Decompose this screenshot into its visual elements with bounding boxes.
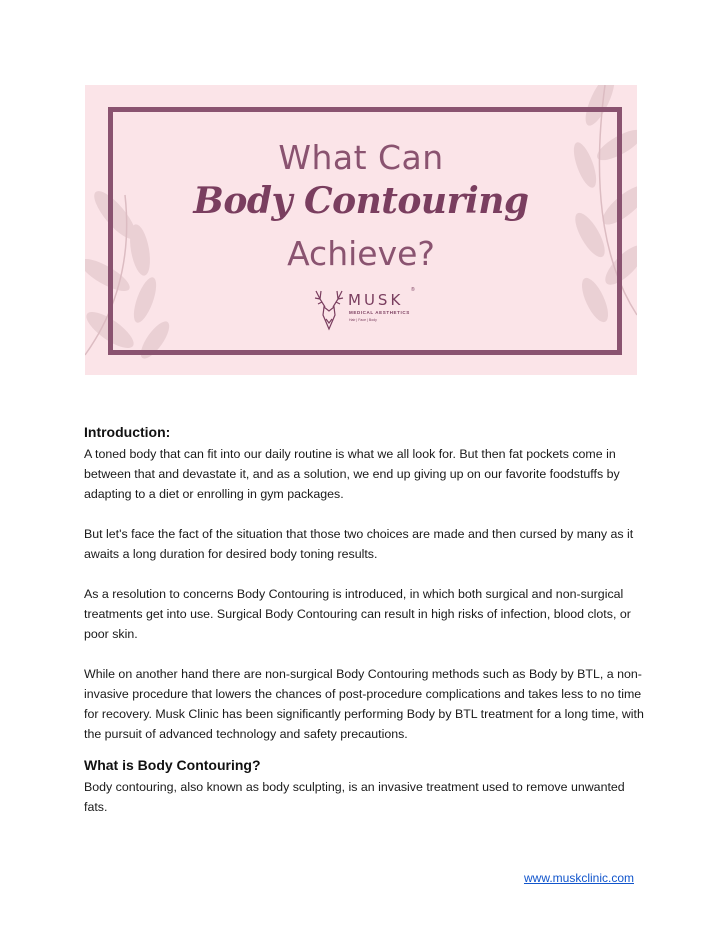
- hero-banner: [85, 85, 637, 375]
- what-is-heading: What is Body Contouring?: [84, 757, 261, 773]
- what-is-paragraph: Body contouring, also known as body sculpting, is an invasive treatment used to remove unwanted fats.: [84, 780, 625, 814]
- logo-tagline: Hair | Face | Body: [349, 318, 377, 322]
- registered-mark: ®: [411, 287, 415, 293]
- intro-paragraph-3: As a resolution to concerns Body Contouring is introduced, in which both surgical and non-surgical treatments get into use. Surgical Body Contouring can result in high risks of infection, blood clots, or poor skin.: [84, 587, 631, 641]
- banner-line-2: Body Contouring: [193, 180, 529, 222]
- intro-paragraph-1: A toned body that can fit into our daily routine is what we all look for. But then fat pockets come in between that and devastate it, and as a solution, we end up giving up on our favorite foodstuffs by adapting to a diet or enrolling in gym packages.: [84, 447, 620, 501]
- banner-line-1: What Can: [278, 138, 444, 177]
- deer-icon: [314, 285, 344, 333]
- intro-paragraph-4: While on another hand there are non-surgical Body Contouring methods such as Body by BTL, a non-invasive procedure that lowers the chances of post-procedure complications and takes less to no time for recovery. Musk Clinic has been significantly performing Body by BTL treatment for a long time, with the pursuit of advanced technology and safety precautions.: [84, 667, 644, 741]
- website-link[interactable]: www.muskclinic.com: [523, 871, 634, 885]
- article-body: [84, 424, 644, 817]
- banner-line-3: Achieve?: [287, 234, 435, 273]
- intro-paragraph-2: But let's face the fact of the situation that those two choices are made and then cursed by many as it awaits a long duration for desired body toning results.: [84, 527, 634, 561]
- logo-wordmark: MUSK: [348, 291, 404, 309]
- musk-logo: [314, 285, 414, 335]
- logo-subtitle: MEDICAL AESTHETICS: [349, 310, 410, 315]
- intro-heading: Introduction:: [84, 424, 171, 440]
